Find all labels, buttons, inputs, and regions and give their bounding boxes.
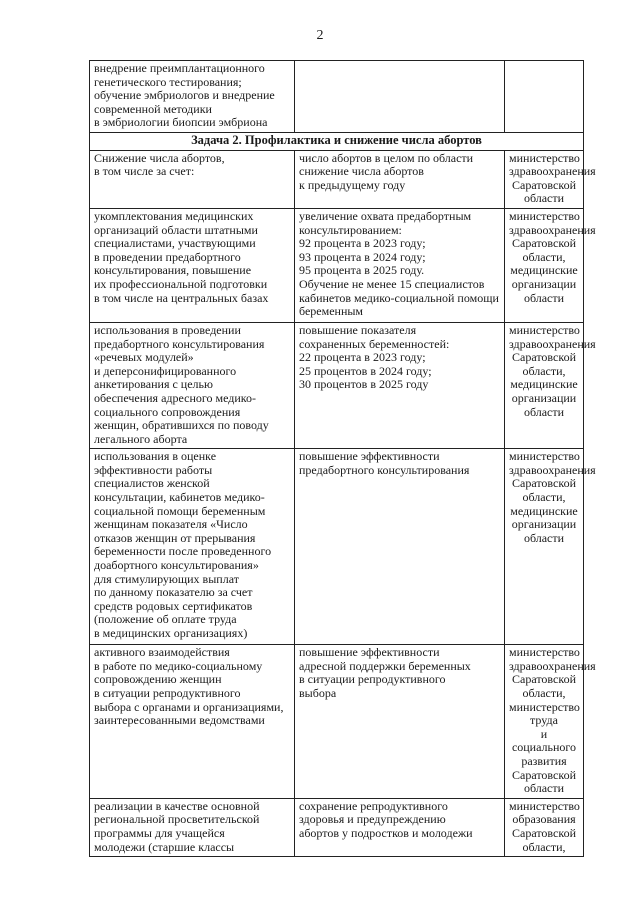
indicator-cell: сохранение репродуктивного здоровья и предупреждению абортов у подростков и молодежи [295,798,505,856]
indicator-cell: повышение эффективности предабортного консультирования [295,449,505,645]
table-row [90,449,584,645]
executor-cell: министерство здравоохранения Саратовской области, медицинские организации области [505,322,584,448]
section-row [90,132,584,150]
action-cell: использования в оценке эффективности работы специалистов женской консультации, кабинетов медико- социальной помощи беременным женщинам показателя «Число отказов женщин от прерывания беременности после проведенного доабортного консультирования» для стимулирующих выплат по данному показателю за счет средств родовых сертификатов (положение об оплате труда в медицинских организациях) [90,449,295,645]
indicator-cell: увеличение охвата предабортным консультированием: 92 процента в 2023 году; 93 процента в 2024 году; 95 процента в 2025 году. Обучение не менее 15 специалистов кабинетов медико-социальной помощи беременным [295,208,505,322]
indicator-cell [295,61,505,133]
table-row [90,61,584,133]
action-cell: использования в проведении предабортного консультирования «речевых модулей» и деперсонифицированного анкетирования с целью обеспечения адресного медико- социального сопровождения женщин, обратившихся по поводу легального аборта [90,322,295,448]
action-cell: Снижение числа абортов, в том числе за счет: [90,150,295,208]
action-cell: внедрение преимплантационного генетического тестирования; обучение эмбриологов и внедрение современной методики в эмбриологии биопсии эмбриона [90,61,295,133]
page-number: 2 [316,28,324,43]
measures-table [89,60,596,857]
table-row [90,322,584,448]
table-row [90,645,584,799]
executor-cell: министерство здравоохранения Саратовской области, министерство труда и социального развития Саратовской области [505,645,584,799]
executor-cell: министерство здравоохранения Саратовской области, медицинские организации области [505,449,584,645]
table-row [90,798,584,856]
table-row [90,150,584,208]
section-title: Задача 2. Профилактика и снижение числа абортов [90,132,584,150]
executor-cell: министерство здравоохранения Саратовской области, медицинские организации области [505,208,584,322]
table-row [90,208,584,322]
action-cell: активного взаимодействия в работе по медико-социальному сопровождению женщин в ситуации репродуктивного выбора с органами и организациями, заинтересованными ведомствами [90,645,295,799]
executor-cell: министерство образования Саратовской области, [505,798,584,856]
action-cell: укомплектования медицинских организаций области штатными специалистами, участвующими в проведении предабортного консультирования, повышение их профессиональной подготовки в том числе на центральных базах [90,208,295,322]
indicator-cell: повышение показателя сохраненных беременностей: 22 процента в 2023 году; 25 процентов в 2024 году; 30 процентов в 2025 году [295,322,505,448]
indicator-cell: повышение эффективности адресной поддержки беременных в ситуации репродуктивного выбора [295,645,505,799]
executor-cell: министерство здравоохранения Саратовской области [505,150,584,208]
executor-cell [505,61,584,133]
indicator-cell: число абортов в целом по области снижение числа абортов к предыдущему году [295,150,505,208]
action-cell: реализации в качестве основной региональной просветительской программы для учащейся молодежи (старшие классы [90,798,295,856]
